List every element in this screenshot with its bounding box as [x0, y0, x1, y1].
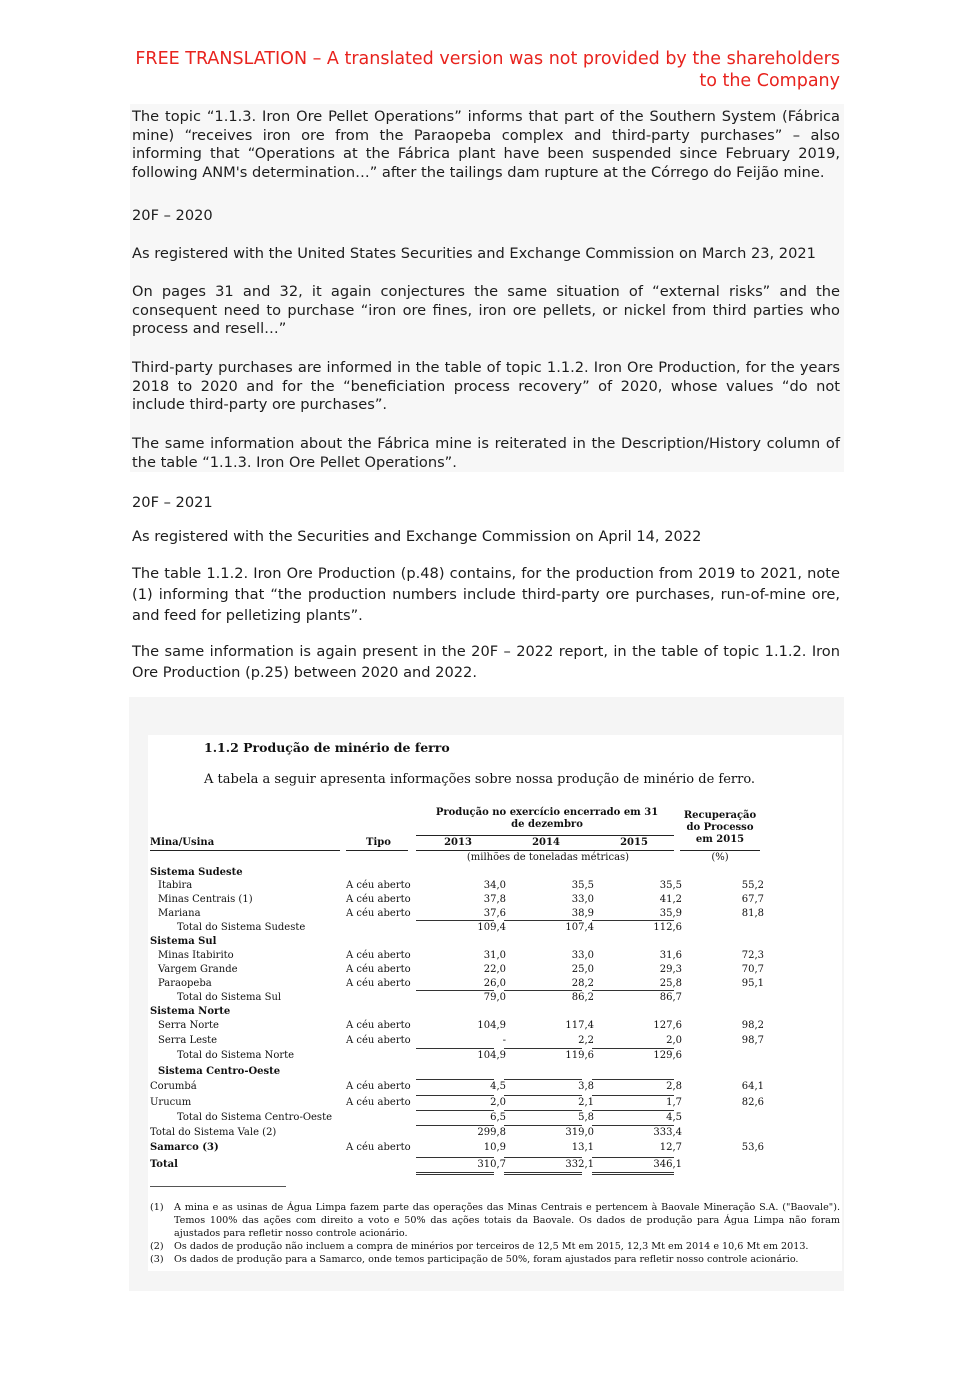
subtotal-rule — [416, 1095, 494, 1096]
subtotal-rule — [416, 1110, 494, 1111]
footnote-rule — [150, 1186, 286, 1187]
table-row — [148, 1049, 768, 1063]
paragraph-4: On pages 31 and 32, it again conjectures the same situation of “external risks” and the consequent need to purchase “iron ore fines, iron ore pellets, or nickel from third parties who process and resell…” — [132, 283, 840, 338]
subtotal-rule — [416, 1157, 494, 1158]
row-recuperacao: 72,3 — [741, 950, 764, 961]
row-name: Minas Itabirito — [158, 950, 234, 961]
row-2013: 299,8 — [477, 1127, 506, 1138]
row-2013: 2,0 — [490, 1097, 506, 1108]
row-2015: 127,6 — [653, 1020, 682, 1031]
row-name: Total do Sistema Norte — [177, 1050, 295, 1061]
row-2014: 107,4 — [565, 922, 594, 933]
subtotal-rule — [592, 1079, 674, 1080]
row-2013: 104,9 — [477, 1020, 506, 1031]
row-2013: 22,0 — [483, 964, 506, 975]
paragraph-9: The table 1.1.2. Iron Ore Production (p.48) contains, for the production from 2019 to 2021, note (1) informing that “the production numbers include third-party ore purchases, run-of-mine ore, and feed for pelletizing plants”. — [132, 565, 840, 624]
paragraph-1: The topic “1.1.3. Iron Ore Pellet Operations” informs that part of the Southern System (Fábrica mine) “receives iron ore from the Paraopeba complex and third-party purchases” – also informing that “Operations at the Fábrica plant have been suspended since February 2019, following ANM's determination…” after the tailings dam rupture at the Córrego do Feijão mine. — [132, 108, 840, 181]
row-tipo: A céu aberto — [346, 894, 411, 905]
subtotal-rule — [592, 1157, 674, 1158]
row-tipo: A céu aberto — [346, 908, 411, 919]
table-row — [148, 1034, 768, 1048]
row-name: Total do Sistema Centro-Oeste — [177, 1112, 333, 1123]
row-2014: 33,0 — [571, 950, 594, 961]
header-rule-years — [416, 850, 674, 851]
row-tipo: A céu aberto — [346, 964, 411, 975]
subtotal-rule — [504, 1110, 582, 1111]
row-2014: 2,2 — [578, 1035, 594, 1046]
footnote-number: (1) — [150, 1202, 164, 1213]
footnote-number: (3) — [150, 1254, 164, 1265]
header-rule-tipo — [346, 850, 408, 851]
row-name: Total do Sistema Sudeste — [177, 922, 306, 933]
row-2015: 4,5 — [666, 1112, 682, 1123]
row-2015: 41,2 — [659, 894, 682, 905]
subtotal-rule — [416, 1125, 494, 1126]
row-2015: 112,6 — [653, 922, 682, 933]
row-2013: 26,0 — [483, 978, 506, 989]
row-2013: 79,0 — [483, 992, 506, 1003]
row-2015: 12,7 — [659, 1142, 682, 1153]
total-rule — [504, 1174, 582, 1175]
subtotal-rule — [504, 920, 582, 921]
table-row — [148, 991, 768, 1005]
table-row — [148, 879, 768, 893]
header-tipo: Tipo — [366, 837, 391, 848]
row-2013: 37,6 — [483, 908, 506, 919]
row-tipo: A céu aberto — [346, 978, 411, 989]
row-2015: 35,9 — [659, 908, 682, 919]
row-name: Sistema Norte — [150, 1006, 231, 1017]
heading-20f-2021: 20F – 2021 — [132, 494, 213, 511]
table-row — [148, 1019, 768, 1033]
row-2015: 2,8 — [666, 1081, 682, 1092]
subtotal-rule — [504, 1095, 582, 1096]
footnotes — [150, 1201, 840, 1266]
row-2014: 28,2 — [571, 978, 594, 989]
row-2015: 29,3 — [659, 964, 682, 975]
table-row — [148, 1080, 768, 1094]
table-row — [148, 1096, 768, 1110]
footnote-2 — [150, 1240, 840, 1253]
table-row — [148, 1111, 768, 1125]
row-2015: 333,4 — [653, 1127, 682, 1138]
table-row — [148, 921, 768, 935]
total-rule — [592, 1172, 674, 1173]
row-2014: 38,9 — [571, 908, 594, 919]
header-pct: (%) — [711, 852, 729, 863]
subtotal-rule — [416, 1079, 494, 1080]
table-row — [148, 1141, 768, 1155]
table-row — [148, 1065, 768, 1079]
row-2015: 35,5 — [659, 880, 682, 891]
row-recuperacao: 67,7 — [741, 894, 764, 905]
subtotal-rule — [592, 1095, 674, 1096]
row-name: Minas Centrais (1) — [158, 894, 253, 905]
header-producao: Produção no exercício encerrado em 31 de dezembro — [435, 807, 659, 830]
row-name: Itabira — [158, 880, 193, 891]
subtotal-rule — [504, 1048, 582, 1049]
paragraph-3: As registered with the United States Securities and Exchange Commission on March 23, 2021 — [132, 245, 816, 262]
table-row — [148, 963, 768, 977]
table-row — [148, 977, 768, 991]
subtotal-rule — [592, 920, 674, 921]
row-2015: 25,8 — [659, 978, 682, 989]
header-rule-producao — [416, 835, 674, 836]
row-2013: - — [502, 1035, 506, 1046]
row-name: Total do Sistema Vale (2) — [150, 1127, 277, 1138]
row-name: Mariana — [158, 908, 201, 919]
row-2013: 310,7 — [477, 1159, 506, 1170]
total-rule — [416, 1172, 494, 1173]
footnote-text: Os dados de produção não incluem a compra de minérios por terceiros de 12,5 Mt em 2015, 12,3 Mt em 2014 e 10,6 Mt em 2013. — [174, 1241, 809, 1252]
scanned-table-image — [148, 735, 842, 1271]
header-2015: 2015 — [620, 837, 648, 848]
row-2014: 332,1 — [565, 1159, 594, 1170]
subtotal-rule — [416, 990, 494, 991]
row-2015: 129,6 — [653, 1050, 682, 1061]
production-table — [148, 805, 768, 1205]
paragraph-6: The same information about the Fábrica mine is reiterated in the Description/History column of the table “1.1.3. Iron Ore Pellet Operations”. — [132, 435, 840, 471]
row-2015: 86,7 — [659, 992, 682, 1003]
subtotal-rule — [592, 1110, 674, 1111]
row-2014: 119,6 — [565, 1050, 594, 1061]
table-row — [148, 1126, 768, 1140]
row-recuperacao: 64,1 — [741, 1081, 764, 1092]
row-name: Urucum — [150, 1097, 192, 1108]
row-2013: 104,9 — [477, 1050, 506, 1061]
row-2015: 2,0 — [666, 1035, 682, 1046]
subtotal-rule — [416, 920, 494, 921]
paragraph-5: Third-party purchases are informed in the table of topic 1.1.2. Iron Ore Production, for the years 2018 to 2020 and for the “beneficiation process recovery” of 2020, whose values “do not include third-party ore purchases”. — [132, 359, 840, 414]
row-2014: 319,0 — [565, 1127, 594, 1138]
table-row — [148, 949, 768, 963]
row-recuperacao: 81,8 — [741, 908, 764, 919]
table-row — [148, 1158, 768, 1172]
subtotal-rule — [592, 1048, 674, 1049]
row-2014: 5,8 — [578, 1112, 594, 1123]
row-recuperacao: 82,6 — [741, 1097, 764, 1108]
row-recuperacao: 98,2 — [741, 1020, 764, 1031]
scan-intro: A tabela a seguir apresenta informações sobre nossa produção de minério de ferro. — [204, 772, 756, 787]
row-name: Serra Norte — [158, 1020, 219, 1031]
row-2013: 109,4 — [477, 922, 506, 933]
row-tipo: A céu aberto — [346, 1097, 411, 1108]
footnote-3 — [150, 1253, 840, 1266]
footnote-text: Os dados de produção para a Samarco, onde temos participação de 50%, foram ajustados para refletir nosso controle acionário. — [174, 1254, 799, 1265]
row-2014: 25,0 — [571, 964, 594, 975]
row-tipo: A céu aberto — [346, 1142, 411, 1153]
row-2013: 10,9 — [483, 1142, 506, 1153]
row-2015: 31,6 — [659, 950, 682, 961]
row-tipo: A céu aberto — [346, 1081, 411, 1092]
subtotal-rule — [592, 1125, 674, 1126]
row-name: Sistema Sul — [150, 936, 217, 947]
row-recuperacao: 70,7 — [741, 964, 764, 975]
row-recuperacao: 53,6 — [741, 1142, 764, 1153]
total-rule — [504, 1172, 582, 1173]
header-rule-rec — [680, 850, 760, 851]
subtotal-rule — [504, 1157, 582, 1158]
header-recuperacao: Recuperação do Processo em 2015 — [683, 810, 757, 845]
table-row — [148, 893, 768, 907]
row-name: Total do Sistema Sul — [177, 992, 282, 1003]
row-name: Sistema Sudeste — [150, 867, 243, 878]
header-rule-left — [150, 850, 340, 851]
subtotal-rule — [416, 1048, 494, 1049]
row-2014: 2,1 — [578, 1097, 594, 1108]
header-2013: 2013 — [444, 837, 472, 848]
table-row — [148, 866, 768, 880]
row-2014: 117,4 — [565, 1020, 594, 1031]
row-recuperacao: 55,2 — [741, 880, 764, 891]
row-2014: 33,0 — [571, 894, 594, 905]
row-2015: 1,7 — [666, 1097, 682, 1108]
row-name: Sistema Centro-Oeste — [158, 1066, 281, 1077]
row-name: Paraopeba — [158, 978, 212, 989]
row-2014: 13,1 — [571, 1142, 594, 1153]
footnote-number: (2) — [150, 1241, 164, 1252]
row-tipo: A céu aberto — [346, 880, 411, 891]
row-name: Vargem Grande — [158, 964, 238, 975]
row-name: Samarco (3) — [150, 1142, 219, 1153]
free-translation-notice: FREE TRANSLATION – A translated version was not provided by the shareholders to the Company — [135, 49, 840, 91]
paragraph-8: As registered with the Securities and Exchange Commission on April 14, 2022 — [132, 528, 702, 545]
row-name: Total — [150, 1159, 178, 1170]
row-2013: 31,0 — [483, 950, 506, 961]
row-tipo: A céu aberto — [346, 950, 411, 961]
total-rule — [592, 1174, 674, 1175]
subtotal-rule — [504, 990, 582, 991]
row-2013: 34,0 — [483, 880, 506, 891]
heading-20f-2020: 20F – 2020 — [132, 207, 213, 224]
header-2014: 2014 — [532, 837, 560, 848]
table-row — [148, 907, 768, 921]
subtotal-rule — [504, 1125, 582, 1126]
row-2014: 35,5 — [571, 880, 594, 891]
row-recuperacao: 95,1 — [741, 978, 764, 989]
row-name: Serra Leste — [158, 1035, 218, 1046]
row-tipo: A céu aberto — [346, 1020, 411, 1031]
row-name: Corumbá — [150, 1081, 197, 1092]
total-rule — [416, 1174, 494, 1175]
row-2013: 6,5 — [490, 1112, 506, 1123]
header-unit: (milhões de toneladas métricas) — [466, 852, 630, 863]
row-2014: 86,2 — [571, 992, 594, 1003]
row-2015: 346,1 — [653, 1159, 682, 1170]
scan-title: 1.1.2 Produção de minério de ferro — [204, 740, 450, 755]
subtotal-rule — [504, 1079, 582, 1080]
table-row — [148, 935, 768, 949]
row-tipo: A céu aberto — [346, 1035, 411, 1046]
paragraph-10: The same information is again present in the 20F – 2022 report, in the table of topic 1.1.2. Iron Ore Production (p.25) between 2020 and 2022. — [132, 643, 840, 681]
footnote-text: A mina e as usinas de Água Limpa fazem parte das operações das Minas Centrais e pertencem à Baovale Mineração S.A. ("Baovale"). Temos 100% das ações com direito a voto e 50% das ações totais da Baovale. Os dados de produção para Água Limpa não foram ajustados para refletir nosso controle acionário. — [174, 1202, 840, 1239]
table-row — [148, 1005, 768, 1019]
subtotal-rule — [592, 990, 674, 991]
row-2013: 37,8 — [483, 894, 506, 905]
row-2013: 4,5 — [490, 1081, 506, 1092]
row-2014: 3,8 — [578, 1081, 594, 1092]
header-mina: Mina/Usina — [150, 837, 215, 848]
footnote-1 — [150, 1201, 840, 1240]
row-recuperacao: 98,7 — [741, 1035, 764, 1046]
